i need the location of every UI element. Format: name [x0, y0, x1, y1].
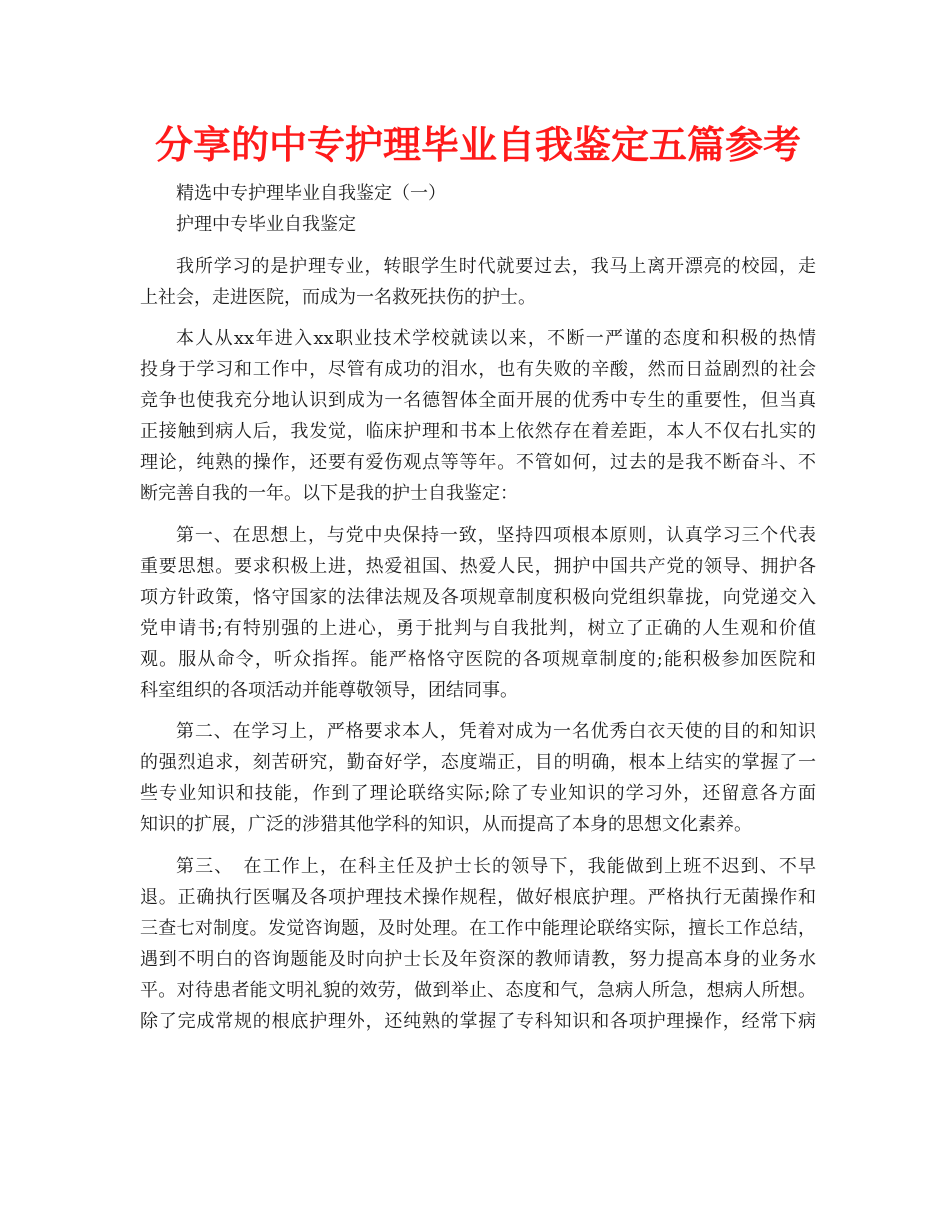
paragraph-work	[140, 851, 816, 1037]
paragraph-line: 三查七对制度。发觉咨询题，及时处理。在工作中能理论联络实际，擅长工作总结，	[140, 917, 816, 939]
paragraph-line: 本人从xx年进入xx职业技术学校就读以来，不断一严谨的态度和积极的热情	[176, 328, 816, 349]
paragraph-line: 观。服从命令，听众指挥。能严格恪守医院的各项规章制度的;能积极参加医院和	[140, 648, 816, 670]
paragraph-line: 的强烈追求，刻苦研究，勤奋好学，态度端正，目的明确，根本上结实的掌握了一	[140, 752, 816, 773]
paragraph-line: 正接触到病人后，我发觉，临床护理和书本上依然存在着差距，本人不仅右扎实的	[140, 421, 816, 442]
paragraph-line: 投身于学习和工作中，尽管有成功的泪水，也有失败的辛酸，然而日益剧烈的社会	[140, 359, 816, 380]
document-title: 分享的中专护理毕业自我鉴定五篇参考	[154, 123, 801, 167]
paragraph-line: 竞争也使我充分地认识到成为一名德智体全面开展的优秀中专生的重要性，但当真	[140, 390, 816, 411]
paragraph-line: 第一、在思想上，与党中央保持一致，坚持四项根本原则，认真学习三个代表	[176, 524, 816, 546]
paragraph-line: 上社会，走进医院，而成为一名救死扶伤的护士。	[140, 286, 536, 308]
paragraph-line: 党申请书;有特别强的上进心，勇于批判与自我批判，树立了正确的人生观和价值	[140, 617, 816, 639]
paragraph-line: 第二、在学习上，严格要求本人，凭着对成为一名优秀白衣天使的目的和知识	[176, 721, 816, 742]
paragraph-intro	[140, 251, 816, 313]
paragraph-line: 重要思想。要求积极上进，热爱祖国、热爱人民，拥护中国共产党的领导、拥护各	[140, 555, 816, 577]
paragraph-line: 平。对待患者能文明礼貌的效劳，做到举止、态度和气，急病人所急，想病人所想。	[140, 979, 816, 1001]
paragraph-study	[140, 716, 816, 840]
paragraph-line: 除了完成常规的根底护理外，还纯熟的掌握了专科知识和各项护理操作，经常下病	[140, 1010, 816, 1032]
paragraph-line: 退。正确执行医嘱及各项护理技术操作规程，做好根底护理。严格执行无菌操作和	[140, 886, 816, 908]
section-title: 护理中专毕业自我鉴定	[176, 214, 356, 235]
paragraph-line: 断完善自我的一年。以下是我的护士自我鉴定：	[140, 483, 518, 504]
paragraph-line: 知识的扩展，广泛的涉猎其他学科的知识，从而提高了本身的思想文化素养。	[140, 814, 752, 835]
paragraph-line: 理论，纯熟的操作，还要有爱伤观点等等年。不管如何，过去的是我不断奋斗、不	[140, 452, 816, 473]
paragraph-line: 我所学习的是护理专业，转眼学生时代就要过去，我马上离开漂亮的校园，走	[176, 255, 816, 277]
paragraph-background	[140, 323, 816, 509]
paragraph-line: 遇到不明白的咨询题能及时向护士长及年资深的教师请教，努力提高本身的业务水	[140, 948, 816, 970]
paragraph-line: 些专业知识和技能，作到了理论联络实际;除了专业知识的学习外，还留意各方面	[140, 783, 816, 804]
paragraph-line: 项方针政策，恪守国家的法律法规及各项规章制度积极向党组织靠拢，向党递交入	[140, 586, 816, 608]
paragraph-line: 科室组织的各项活动并能尊敬领导，团结同事。	[140, 679, 518, 701]
subheading: 精选中专护理毕业自我鉴定（一）	[176, 183, 446, 204]
paragraph-line: 第三、 在工作上，在科主任及护士长的领导下，我能做到上班不迟到、不早	[176, 855, 816, 877]
paragraph-ideology	[140, 520, 816, 706]
